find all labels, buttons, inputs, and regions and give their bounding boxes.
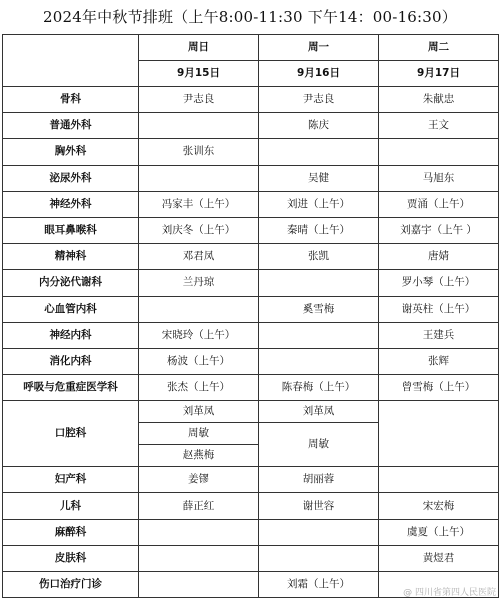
schedule-cell-sun <box>139 545 259 571</box>
schedule-cell-mon <box>259 348 379 374</box>
table-row <box>3 139 499 165</box>
date-header-sun: 9月15日 <box>139 61 259 87</box>
table-row <box>3 244 499 270</box>
schedule-cell-sun <box>139 296 259 322</box>
date-header-tue: 9月17日 <box>379 61 499 87</box>
table-row <box>3 113 499 139</box>
schedule-cell-tue: 谢英柱（上午） <box>379 296 499 322</box>
schedule-cell-mon <box>259 139 379 165</box>
department-name: 伤口治疗门诊 <box>3 572 139 598</box>
schedule-cell-sun: 兰丹琼 <box>139 270 259 296</box>
schedule-cell-mon <box>259 519 379 545</box>
schedule-cell-mon: 陈庆 <box>259 113 379 139</box>
department-name: 神经外科 <box>3 191 139 217</box>
day-header-mon: 周一 <box>259 35 379 61</box>
schedule-cell-sun <box>139 165 259 191</box>
schedule-cell-sun: 刘庆冬（上午） <box>139 217 259 243</box>
table-row <box>3 191 499 217</box>
department-name: 神经内科 <box>3 322 139 348</box>
watermark: @ 四川省第四人民医院 <box>403 588 496 598</box>
schedule-cell-tue: 刘嘉宇（上午 ） <box>379 217 499 243</box>
schedule-cell-mon: 刘霜（上午） <box>259 572 379 598</box>
schedule-cell-mon: 刘革凤 <box>259 401 379 423</box>
schedule-cell-mon: 奚雪梅 <box>259 296 379 322</box>
schedule-cell-tue: 虞夏（上午） <box>379 519 499 545</box>
table-row <box>3 217 499 243</box>
table-row <box>3 467 499 493</box>
schedule-cell-sun: 杨波（上午） <box>139 348 259 374</box>
department-name: 麻醉科 <box>3 519 139 545</box>
schedule-cell-sun: 刘革凤 <box>139 401 259 423</box>
date-header-mon: 9月16日 <box>259 61 379 87</box>
schedule-cell-tue: 曾雪梅（上午） <box>379 375 499 401</box>
schedule-cell-sun: 冯家丰（上午） <box>139 191 259 217</box>
header-row-days <box>3 35 499 61</box>
department-name: 妇产科 <box>3 467 139 493</box>
day-header-sun: 周日 <box>139 35 259 61</box>
schedule-cell-sun: 尹志良 <box>139 87 259 113</box>
schedule-cell-sun <box>139 572 259 598</box>
schedule-cell-tue: 唐婧 <box>379 244 499 270</box>
table-row <box>3 375 499 401</box>
schedule-cell-mon <box>259 322 379 348</box>
department-name: 骨科 <box>3 87 139 113</box>
schedule-cell-tue: 罗小琴（上午） <box>379 270 499 296</box>
department-name: 口腔科 <box>3 401 139 467</box>
schedule-cell-tue: 朱献忠 <box>379 87 499 113</box>
department-name: 呼吸与危重症医学科 <box>3 375 139 401</box>
table-row <box>3 545 499 571</box>
schedule-cell-tue: 黄煜君 <box>379 545 499 571</box>
table-row <box>3 165 499 191</box>
department-name: 儿科 <box>3 493 139 519</box>
schedule-cell-mon: 胡丽蓉 <box>259 467 379 493</box>
table-row <box>3 322 499 348</box>
schedule-cell-sun: 张训东 <box>139 139 259 165</box>
schedule-cell-mon: 刘进（上午） <box>259 191 379 217</box>
department-name: 精神科 <box>3 244 139 270</box>
schedule-cell-tue: 王文 <box>379 113 499 139</box>
schedule-cell-mon: 周敏 <box>259 423 379 467</box>
department-name: 泌尿外科 <box>3 165 139 191</box>
department-name: 胸外科 <box>3 139 139 165</box>
schedule-cell-sun: 薛正红 <box>139 493 259 519</box>
table-row <box>3 296 499 322</box>
schedule-cell-sun: 姜镠 <box>139 467 259 493</box>
schedule-cell-sun: 宋晓玲（上午） <box>139 322 259 348</box>
schedule-cell-mon <box>259 545 379 571</box>
schedule-cell-sun: 张杰（上午） <box>139 375 259 401</box>
corner-cell <box>3 35 139 87</box>
department-name: 心血管内科 <box>3 296 139 322</box>
table-row <box>3 493 499 519</box>
department-name: 普通外科 <box>3 113 139 139</box>
schedule-cell-tue <box>379 467 499 493</box>
schedule-cell-mon: 尹志良 <box>259 87 379 113</box>
schedule-cell-tue: 贾涌（上午） <box>379 191 499 217</box>
table-row <box>3 270 499 296</box>
schedule-cell-sun: 赵燕梅 <box>139 445 259 467</box>
schedule-table <box>2 34 499 598</box>
schedule-cell-mon: 陈春梅（上午） <box>259 375 379 401</box>
schedule-cell-sun <box>139 519 259 545</box>
department-name: 消化内科 <box>3 348 139 374</box>
department-name: 内分泌代谢科 <box>3 270 139 296</box>
day-header-tue: 周二 <box>379 35 499 61</box>
schedule-cell-tue: 张辉 <box>379 348 499 374</box>
department-name: 皮肤科 <box>3 545 139 571</box>
schedule-cell-sun: 邓君凤 <box>139 244 259 270</box>
schedule-cell-tue: 马旭东 <box>379 165 499 191</box>
schedule-cell-mon: 吴健 <box>259 165 379 191</box>
department-name: 眼耳鼻喉科 <box>3 217 139 243</box>
schedule-cell-tue: 宋宏梅 <box>379 493 499 519</box>
page-title: 2024年中秋节排班（上午8:00-11:30 下午14：00-16:30） <box>43 8 457 26</box>
table-row <box>3 348 499 374</box>
table-row <box>3 87 499 113</box>
schedule-cell-mon: 谢世容 <box>259 493 379 519</box>
schedule-cell-tue <box>379 401 499 467</box>
table-row-stomatology <box>3 401 499 423</box>
schedule-cell-tue: 王建兵 <box>379 322 499 348</box>
schedule-cell-mon: 秦晴（上午） <box>259 217 379 243</box>
schedule-cell-tue <box>379 139 499 165</box>
schedule-cell-sun: 周敏 <box>139 423 259 445</box>
schedule-cell-sun <box>139 113 259 139</box>
table-row <box>3 519 499 545</box>
schedule-cell-mon <box>259 270 379 296</box>
schedule-cell-mon: 张凯 <box>259 244 379 270</box>
